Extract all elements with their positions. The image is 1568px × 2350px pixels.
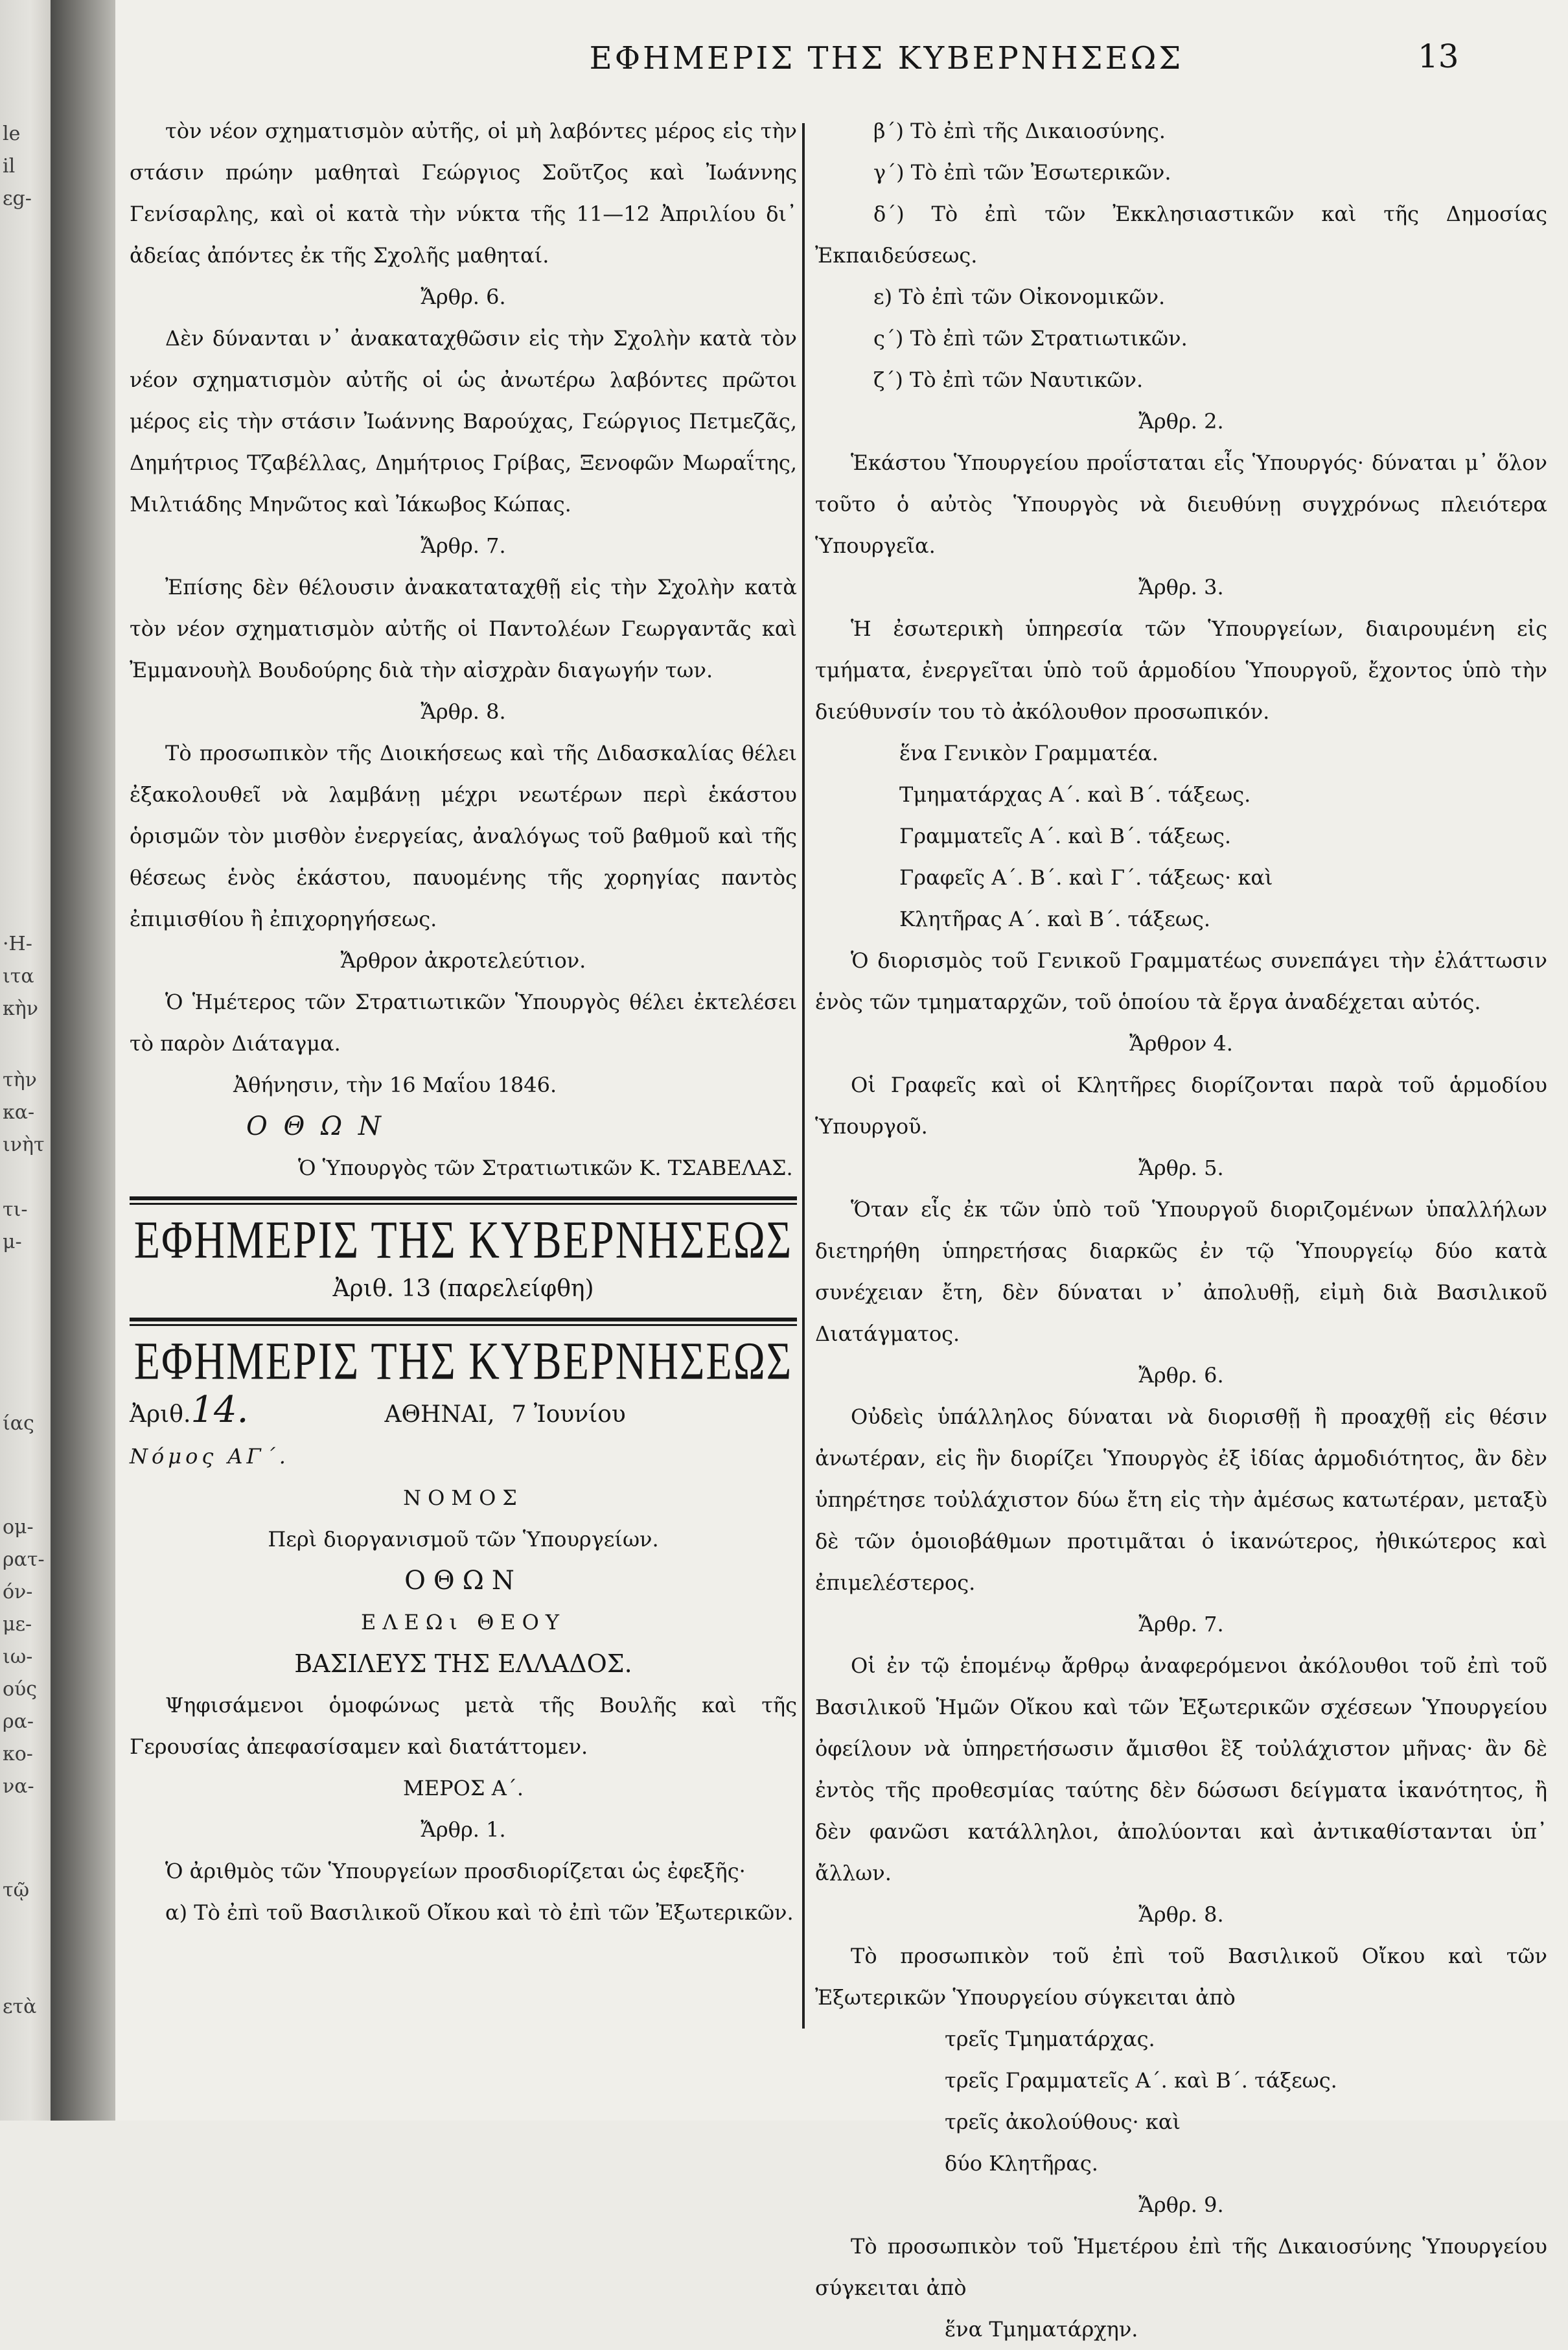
- edge-fragment: όν-: [3, 1581, 33, 1603]
- issue-city: ΑΘΗΝΑΙ,: [384, 1401, 495, 1428]
- running-header-title: ΕΦΗΜΕΡΙΣ ΤΗΣ ΚΥΒΕΡΝΗΣΕΩΣ: [589, 40, 1184, 76]
- list-item: β΄) Τὸ ἐπὶ τῆς Δικαιοσύνης.: [873, 119, 1166, 143]
- separator-rule: [130, 1318, 797, 1326]
- law-subject: Περὶ διοργανισμοῦ τῶν Ὑπουργείων.: [268, 1527, 659, 1552]
- paragraph: Ψηφισάμενοι ὁμοφώνως μετὰ τῆς Βουλῆς καὶ τῆς Γερουσίας ἀπεφασίσαμεν καὶ διατάττομεν.: [130, 1693, 797, 1759]
- minister-signature: Ὁ Ὑπουργὸς τῶν Στρατιωτικῶν Κ. ΤΣΑΒΕΛΑΣ.: [298, 1156, 793, 1180]
- paragraph: Τὸ προσωπικὸν τῆς Διοικήσεως καὶ τῆς Διδασκαλίας θέλει ἐξακολουθεῖ νὰ λαμβάνῃ μέχρι νεωτέρων περὶ ἑκάστου ὁρισμῶν τὸν μισθὸν ἐνεργείας, ἀναλόγως τοῦ βαθμοῦ καὶ τῆς θέσεως ἑνὸς ἑκάστου, παυομένης τῆς χορηγίας παντὸς ἐπιμισθίου ἢ ἐπιχορηγήσεως.: [130, 741, 797, 931]
- edge-fragment: ίας: [3, 1412, 34, 1435]
- paragraph: Οὐδεὶς ὑπάλληλος δύναται νὰ διορισθῇ ἢ προαχθῇ εἰς θέσιν ἀνωτέραν, εἰς ἣν διορίζει Ὑπουργὸς ἐξ ἰδίας ἁρμοδιότητος, ἂν δὲν ὑπηρέτησε τοὐλάχιστον δύω ἔτη εἰς τὴν ἀμέσως κατωτέραν, μεταξὺ δὲ τῶν ὁμοιοβάθμων προτιμᾶται ὁ ἱκανώτερος, ἠθικώτερος καὶ ἐπιμελέστερος.: [815, 1404, 1547, 1595]
- article-heading: Ἄρθρ. 6.: [421, 285, 506, 309]
- king-signature: Ο Θ Ω Ν: [246, 1111, 385, 1141]
- paragraph: Ἐπίσης δὲν θέλουσιν ἀνακαταταχθῇ εἰς τὴν Σχολὴν κατὰ τὸν νέον σχηματισμὸν αὐτῆς οἱ Παντολέων Γεωργαντᾶς καὶ Ἐμμανουὴλ Βουδούρης διὰ τὴν αἰσχρὰν διαγωγήν των.: [130, 575, 797, 682]
- left-column: [130, 110, 797, 1933]
- newspaper-page: [115, 0, 1568, 2342]
- article-heading: Ἄρθρ. 3.: [1138, 575, 1224, 599]
- list-item: δύο Κλητῆρας.: [945, 2151, 1098, 2176]
- edge-fragment: να-: [3, 1775, 34, 1798]
- edge-fragment: τι-: [3, 1198, 28, 1221]
- article-heading: Ἄρθρ. 6.: [1138, 1363, 1224, 1388]
- article-heading: Ἄρθρ. 7.: [1138, 1612, 1224, 1636]
- edge-fragment: τῷ: [3, 1879, 30, 1902]
- by-grace-of-god: ΕΛΕΩι ΘΕΟΥ: [360, 1610, 566, 1635]
- separator-rule: [130, 1196, 797, 1205]
- paragraph: Οἱ ἐν τῷ ἑπομένῳ ἄρθρῳ ἀναφερόμενοι ἀκόλουθοι τοῦ ἐπὶ τοῦ Βασιλικοῦ Ἡμῶν Οἴκου καὶ τῶν Ἐξωτερικῶν σχέσεων Ὑπουργείου ὀφείλουν νὰ ὑπηρετήσωσιν ἄμισθοι ἓξ τοὐλάχιστον μῆνας· ἂν δὲ ἐντὸς τῆς προθεσμίας ταύτης δὲν δώσωσι δείγματα ἱκανότητος, ἢ δὲν φανῶσι κατάλληλοι, ἀπολύονται καὶ ἀντικαθίστανται ὑπ᾽ ἄλλων.: [815, 1653, 1547, 1885]
- edge-fragment: εg-: [3, 187, 32, 210]
- law-heading: ΝΟΜΟΣ: [403, 1485, 524, 1510]
- article-heading: Ἄρθρ. 5.: [1138, 1156, 1224, 1180]
- edge-fragment: ινὴτ: [3, 1134, 45, 1156]
- omitted-issue-note: Ἀριθ. 13 (παρελείφθη): [332, 1275, 594, 1302]
- book-gutter-shadow: [51, 0, 115, 2121]
- list-item: Τμηματάρχας Α΄. καὶ Β΄. τάξεως.: [899, 782, 1251, 807]
- list-item: τρεῖς Τμηματάρχας.: [945, 2027, 1155, 2051]
- list-item: τρεῖς Γραμματεῖς Α΄. καὶ Β΄. τάξεως.: [945, 2068, 1337, 2093]
- page-number: 13: [1418, 38, 1459, 75]
- article-heading: Ἄρθρ. 2.: [1138, 409, 1224, 434]
- royal-title: ΒΑΣΙΛΕΥΣ ΤΗΣ ΕΛΛΑΔΟΣ.: [294, 1649, 632, 1678]
- masthead: ΕΦΗΜΕΡΙΣ ΤΗΣ ΚΥΒΕΡΝΗΣΕΩΣ: [133, 1331, 793, 1391]
- list-item: ἕνα Τμηματάρχην.: [945, 2317, 1138, 2342]
- right-column: [815, 110, 1547, 2350]
- article-heading: Ἄρθρον 4.: [1129, 1031, 1233, 1056]
- article-heading: Ἄρθρ. 8.: [1138, 1902, 1224, 1927]
- list-item: δ΄) Τὸ ἐπὶ τῶν Ἐκκλησιαστικῶν καὶ τῆς Δημοσίας Ἐκπαιδεύσεως.: [815, 202, 1547, 268]
- issue-number: 14.: [190, 1389, 249, 1431]
- part-heading: ΜΕΡΟΣ Α΄.: [403, 1776, 524, 1800]
- list-item: ἕνα Γενικὸν Γραμματέα.: [899, 741, 1159, 765]
- edge-fragment: le: [3, 122, 21, 145]
- edge-fragment: ·Η-: [3, 933, 32, 955]
- paragraph: τὸν νέον σχηματισμὸν αὐτῆς, οἱ μὴ λαβόντες μέρος εἰς τὴν στάσιν πρώην μαθηταὶ Γεώργιος Σοῦτζος καὶ Ἰωάννης Γενίσαρλης, καὶ οἱ κατὰ τὴν νύκτα τῆς 11—12 Ἀπριλίου δι᾽ ἀδείας ἀπόντες ἐκ τῆς Σχολῆς μαθηταί.: [130, 119, 797, 268]
- article-heading: Ἄρθρ. 9.: [1138, 2193, 1224, 2217]
- edge-fragment: κο-: [3, 1743, 33, 1765]
- issue-date: 7 Ἰουνίου: [511, 1401, 626, 1428]
- law-label: Νόμος ΑΓ΄.: [130, 1444, 290, 1469]
- paragraph: Ἡ ἐσωτερικὴ ὑπηρεσία τῶν Ὑπουργείων, διαιρουμένη εἰς τμήματα, ἐνεργεῖται ὑπὸ τοῦ ἁρμοδίου Ὑπουργοῦ, ἔχοντος ὑπὸ τὴν διεύθυνσίν του τὸ ἀκόλουθον προσωπικόν.: [815, 616, 1547, 724]
- edge-fragment: ιτα: [3, 965, 34, 988]
- list-item: Γραφεῖς Α΄. Β΄. καὶ Γ΄. τάξεως· καὶ: [899, 865, 1273, 890]
- paragraph: Ἑκάστου Ὑπουργείου προΐσταται εἷς Ὑπουργός· δύναται μ᾽ ὅλον τοῦτο ὁ αὐτὸς Ὑπουργὸς νὰ διευθύνῃ συγχρόνως πλειότερα Ὑπουργεῖα.: [815, 450, 1547, 558]
- decree-date: Ἀθήνησιν, τὴν 16 Μαΐου 1846.: [233, 1073, 557, 1097]
- edge-fragment: ούς: [3, 1678, 38, 1701]
- list-item: γ΄) Τὸ ἐπὶ τῶν Ἐσωτερικῶν.: [873, 160, 1171, 185]
- edge-fragment: κὴν: [3, 997, 38, 1020]
- edge-fragment: ομ-: [3, 1516, 34, 1539]
- list-item: Κλητῆρας Α΄. καὶ Β΄. τάξεως.: [899, 907, 1211, 931]
- edge-fragment: ιω-: [3, 1646, 33, 1668]
- edge-fragment: ετὰ: [3, 1995, 37, 2018]
- paragraph: Δὲν δύνανται ν᾽ ἀνακαταχθῶσιν εἰς τὴν Σχολὴν κατὰ τὸν νέον σχηματισμὸν αὐτῆς οἱ ὡς ἀνωτέρω λαβόντες πρῶτοι μέρος εἰς τὴν στάσιν Ἰωάννης Βαρούχας, Γεώργιος Πετμεζᾶς, Δημήτριος Τζαβέλλας, Δημήτριος Γρίβας, Ξενοφῶν Μωραΐτης, Μιλτιάδης Μηνῶτος καὶ Ἰάκωβος Κώπας.: [130, 326, 797, 517]
- list-item: ς΄) Τὸ ἐπὶ τῶν Στρατιωτικῶν.: [873, 326, 1188, 351]
- article-heading: Ἄρθρ. 7.: [421, 533, 506, 558]
- paragraph: Τὸ προσωπικὸν τοῦ Ἡμετέρου ἐπὶ τῆς Δικαιοσύνης Ὑπουργείου σύγκειται ἀπὸ: [815, 2234, 1547, 2300]
- edge-fragment: κα-: [3, 1101, 35, 1124]
- edge-fragment: ρατ-: [3, 1548, 45, 1571]
- article-heading: Ἄρθρ. 8.: [421, 699, 506, 724]
- masthead: ΕΦΗΜΕΡΙΣ ΤΗΣ ΚΥΒΕΡΝΗΣΕΩΣ: [133, 1210, 793, 1270]
- adjacent-page-edge: [0, 0, 51, 2121]
- list-item: ε) Τὸ ἐπὶ τῶν Οἰκονομικῶν.: [873, 285, 1166, 309]
- paragraph: Ὁ ἀριθμὸς τῶν Ὑπουργείων προσδιορίζεται ὡς ἐφεξῆς·: [165, 1859, 746, 1883]
- issue-prefix: Ἀριθ.: [130, 1401, 191, 1428]
- edge-fragment: μ-: [3, 1231, 22, 1253]
- edge-fragment: τὴν: [3, 1069, 37, 1091]
- edge-fragment: il: [3, 155, 16, 178]
- paragraph: Ὅταν εἷς ἐκ τῶν ὑπὸ τοῦ Ὑπουργοῦ διοριζομένων ὑπαλλήλων διετηρήθη ὑπηρετήσας διαρκῶς ἐν τῷ Ὑπουργείῳ δύο κατὰ συνέχειαν ἔτη, δὲν δύναται ν᾽ ἀπολυθῇ, εἰμὴ διὰ Βασιλικοῦ Διατάγματος.: [815, 1197, 1547, 1346]
- paragraph: Ὁ διορισμὸς τοῦ Γενικοῦ Γραμματέως συνεπάγει τὴν ἐλάττωσιν ἑνὸς τῶν τμηματαρχῶν, τοῦ ὁποίου τὰ ἔργα ἀναδέχεται αὐτός.: [815, 948, 1547, 1014]
- list-item: Γραμματεῖς Α΄. καὶ Β΄. τάξεως.: [899, 824, 1232, 848]
- list-item: α) Τὸ ἐπὶ τοῦ Βασιλικοῦ Οἴκου καὶ τὸ ἐπὶ τῶν Ἐξωτερικῶν.: [165, 1900, 794, 1925]
- column-divider: [802, 123, 805, 2029]
- paragraph: Οἱ Γραφεῖς καὶ οἱ Κλητῆρες διορίζονται παρὰ τοῦ ἁρμοδίου Ὑπουργοῦ.: [815, 1073, 1547, 1139]
- list-item: ζ΄) Τὸ ἐπὶ τῶν Ναυτικῶν.: [873, 367, 1144, 392]
- edge-fragment: ρα-: [3, 1710, 34, 1733]
- king-name: ΟΘΩΝ: [404, 1566, 522, 1596]
- paragraph: Τὸ προσωπικὸν τοῦ ἐπὶ τοῦ Βασιλικοῦ Οἴκου καὶ τῶν Ἐξωτερικῶν Ὑπουργείου σύγκειται ἀπὸ: [815, 1944, 1547, 2010]
- paragraph: Ὁ Ἡμέτερος τῶν Στρατιωτικῶν Ὑπουργὸς θέλει ἐκτελέσει τὸ παρὸν Διάταγμα.: [130, 990, 797, 1056]
- list-item: τρεῖς ἀκολούθους· καὶ: [945, 2110, 1181, 2134]
- edge-fragment: με-: [3, 1613, 32, 1636]
- article-heading: Ἄρθρ. 1.: [421, 1817, 506, 1842]
- article-heading: Ἄρθρον ἀκροτελεύτιον.: [340, 948, 586, 973]
